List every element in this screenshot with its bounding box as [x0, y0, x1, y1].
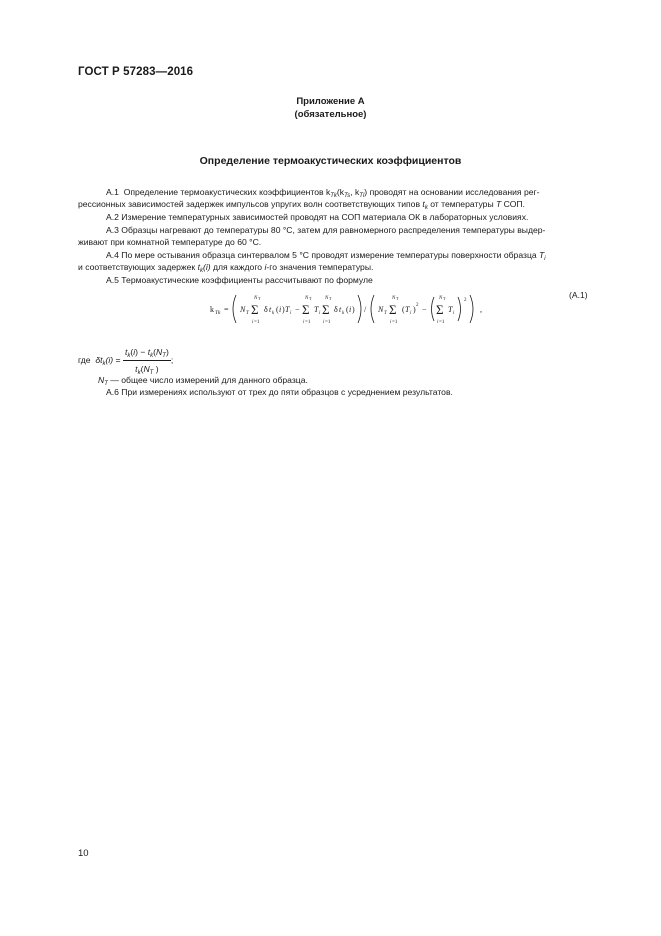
svg-text:i: i [319, 311, 321, 316]
a1-line2-a: рессионных зависимостей задержек импульсов упругих волн соответствующих типов [78, 199, 421, 209]
paragraph-a3-line2: живают при комнатной температуре до 60 °С. [78, 237, 262, 247]
svg-text:δ: δ [334, 305, 338, 314]
svg-text:i: i [290, 311, 292, 316]
svg-text:i: i [303, 320, 305, 325]
a4-ti-symbol: $T_i$ [539, 250, 546, 262]
annex-title: Приложение А [296, 96, 365, 107]
svg-text:(: ( [346, 305, 349, 314]
svg-text:2: 2 [464, 298, 467, 303]
svg-text:/: / [364, 305, 367, 314]
section-title: Определение термоакустических коэффициентов [199, 155, 462, 167]
a1-symbol: $k_{Tk}(k_{Ts}$, $k_{Tl}$) [325, 187, 368, 199]
a1-line2-b: от температуры [430, 199, 494, 209]
paragraph-a5: А.5 Термоакустические коэффициенты рассчитывают по формуле [106, 275, 373, 285]
paragraph-a1-line2 [78, 198, 598, 210]
svg-text:T: T [329, 296, 332, 301]
svg-text:N: N [439, 296, 443, 301]
svg-text:Σ: Σ [251, 302, 259, 317]
svg-text:i: i [323, 320, 325, 325]
svg-text:t: t [339, 305, 342, 314]
page-number: 10 [78, 848, 89, 859]
svg-text:N: N [305, 296, 309, 301]
svg-text:i: i [279, 305, 282, 314]
paragraph-a4-line1 [78, 249, 598, 261]
a1-text-1: Определение термоакустических коэффициентов [123, 187, 324, 197]
svg-text:−: − [295, 305, 300, 314]
svg-text:Σ: Σ [436, 302, 444, 317]
svg-text:2: 2 [416, 303, 419, 308]
svg-text:): ) [352, 305, 355, 314]
delta-fraction: $\frac{t_k(i) - t_k(N_T)}{t_k(N_T )}$ [124, 347, 169, 376]
svg-text:=1: =1 [325, 320, 331, 325]
svg-text:T: T [258, 296, 261, 301]
svg-text:Tk: Tk [215, 310, 221, 316]
svg-text:i: i [349, 305, 352, 314]
svg-text:=1: =1 [439, 320, 445, 325]
svg-text:T: T [396, 296, 399, 301]
svg-text:=1: =1 [305, 320, 311, 325]
a1-t-symbol: T [496, 199, 502, 209]
svg-text:T: T [314, 305, 319, 314]
nt-symbol: $N_T$ [98, 375, 108, 387]
svg-text:=1: =1 [392, 320, 398, 325]
nt-definition [98, 374, 618, 386]
svg-text:−: − [422, 305, 427, 314]
a4-tki-symbol: $t_k(i)$ [197, 262, 211, 274]
a1-text-2: проводят на основании исследования рег- [369, 187, 540, 197]
svg-text:N: N [240, 305, 246, 314]
svg-text:δ: δ [264, 305, 268, 314]
a1-number: А.1 [106, 187, 119, 197]
a4-text: А.4 По мере остывания образца синтервалом 5 °С проводят измерение температуры поверхности образца [106, 250, 537, 260]
svg-text:T: T [384, 311, 387, 316]
svg-text:T: T [405, 305, 410, 314]
where-clause: где $\delta t_k(i)$ = $\frac{t_k(i) - t_k(N_T)}{t_k(N_T )}$ ; [78, 347, 174, 376]
svg-text:i: i [437, 320, 439, 325]
paragraph-a6: А.6 При измерениях используют от трех до пяти образцов с усреднением результатов. [106, 387, 453, 397]
svg-text:,: , [480, 305, 482, 314]
svg-text:Σ: Σ [322, 302, 330, 317]
document-header: ГОСТ Р 57283—2016 [78, 66, 194, 78]
svg-text:k: k [210, 305, 214, 314]
svg-text:k: k [272, 311, 275, 316]
svg-text:Σ: Σ [389, 302, 397, 317]
svg-text:(: ( [402, 305, 405, 314]
paragraph-a4-line2 [78, 261, 598, 273]
svg-text:i: i [252, 320, 254, 325]
svg-text:i: i [410, 311, 412, 316]
a1-tk-symbol: $t_k$ [422, 199, 428, 211]
svg-text:i: i [453, 311, 455, 316]
svg-text:(: ( [276, 305, 279, 314]
a4-i-symbol: i [264, 262, 267, 272]
svg-text:Σ: Σ [302, 302, 310, 317]
svg-text:i: i [390, 320, 392, 325]
paragraph-a2: А.2 Измерение температурных зависимостей проводят на СОП материала ОК в лабораторных условиях. [106, 212, 529, 222]
svg-text:): ) [413, 305, 416, 314]
svg-text:N: N [378, 305, 384, 314]
svg-text:): ) [282, 305, 285, 314]
a1-line2-c: СОП. [503, 199, 525, 209]
svg-text:=: = [224, 305, 229, 314]
formula-number: (А.1) [569, 290, 588, 300]
svg-text:N: N [325, 296, 329, 301]
svg-text:T: T [309, 296, 312, 301]
a4-line2-c: -го значения температуры. [266, 262, 374, 272]
paragraph-a1-line1 [78, 186, 598, 198]
where-label: где [78, 354, 91, 365]
paragraph-a3-line1: А.3 Образцы нагревают до температуры 80 °С, затем для равномерного распределения температуры выдер- [106, 225, 546, 235]
svg-text:k: k [342, 311, 345, 316]
annex-status: (обязательное) [294, 109, 367, 120]
a4-line2-b: для каждого [213, 262, 263, 272]
nt-description: — общее число измерений для данного образца. [110, 375, 308, 385]
svg-text:=1: =1 [254, 320, 260, 325]
delta-tk-symbol: $\delta t_k(i)$ [95, 354, 114, 367]
svg-text:t: t [269, 305, 272, 314]
svg-text:T: T [443, 296, 446, 301]
svg-text:T: T [246, 311, 249, 316]
formula-a1 [210, 289, 510, 329]
svg-text:N: N [392, 296, 396, 301]
a4-line2-a: и соответствующих задержек [78, 262, 196, 272]
svg-text:T: T [285, 305, 290, 314]
svg-text:T: T [448, 305, 453, 314]
svg-text:N: N [254, 296, 258, 301]
